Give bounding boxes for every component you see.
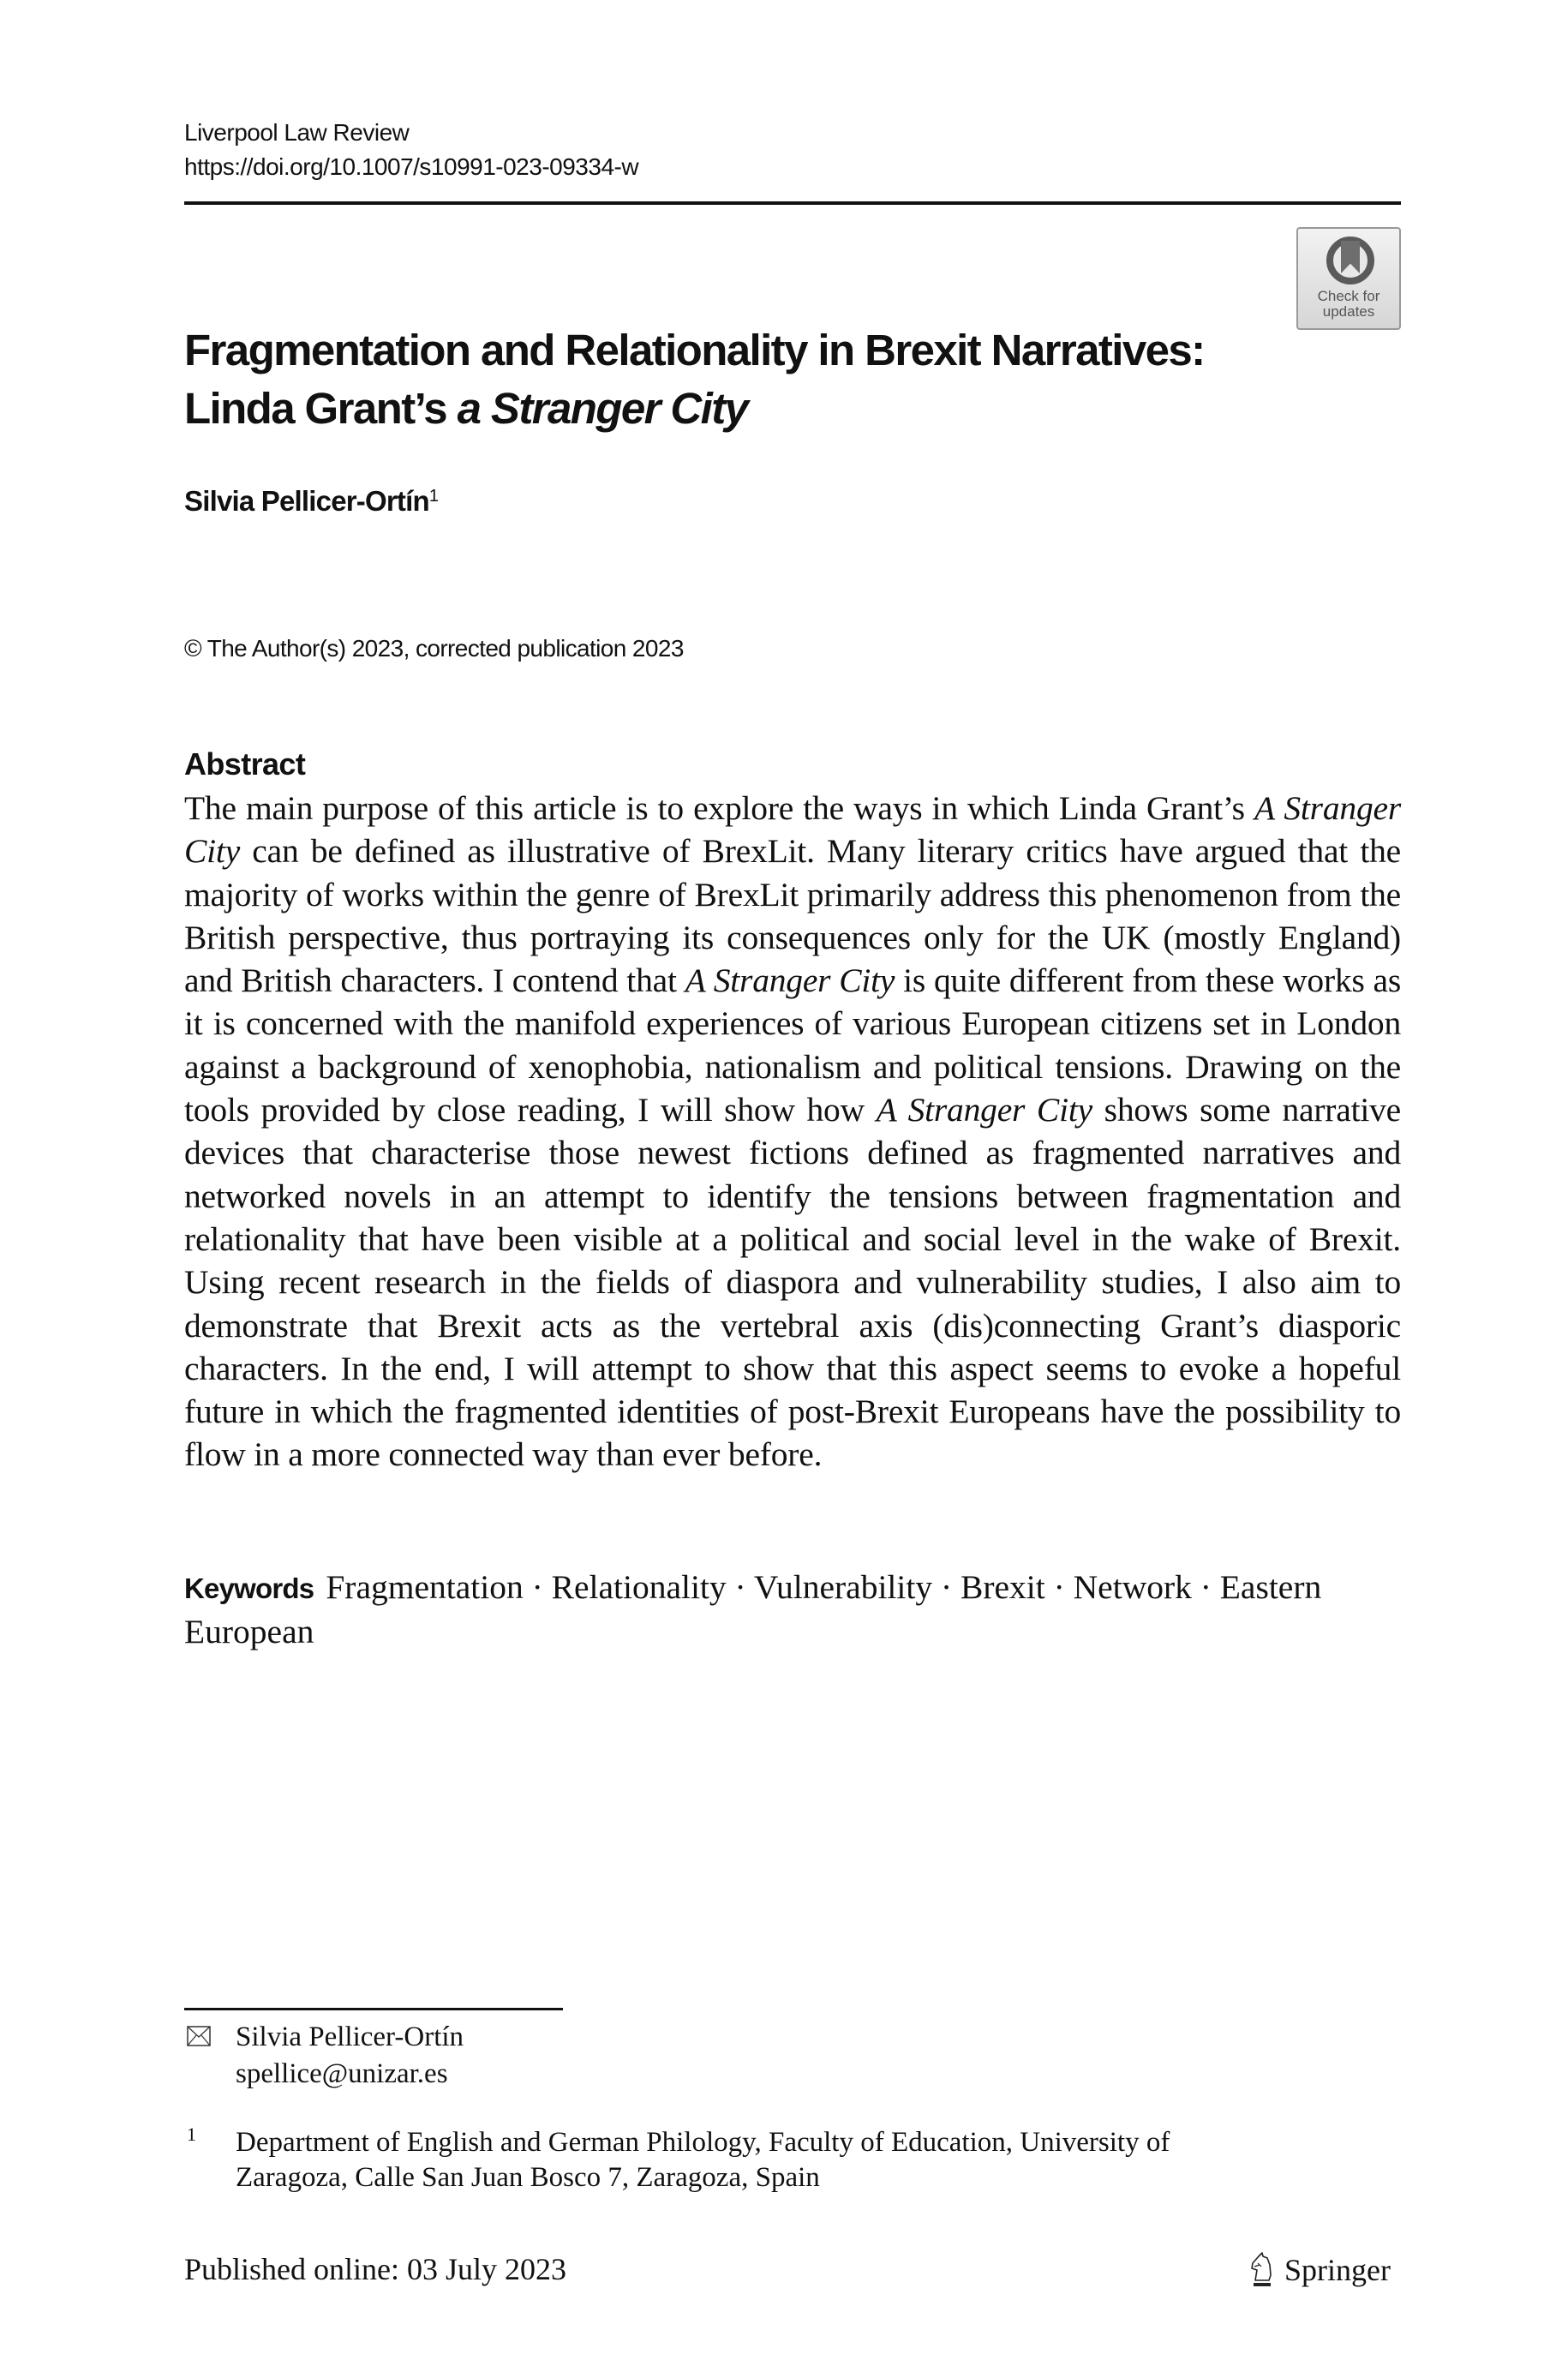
abstract-italic-title: A Stranger City (876, 1091, 1092, 1129)
header-rule (184, 201, 1401, 205)
publisher-name: Springer (1284, 2253, 1391, 2287)
journal-name: Liverpool Law Review (184, 119, 410, 146)
keyword-separator: · (932, 1568, 961, 1606)
keyword-item[interactable]: Network (1073, 1568, 1192, 1606)
badge-line-2: updates (1322, 303, 1375, 320)
corresponding-author-name: Silvia Pellicer-Ortín (236, 2022, 464, 2052)
abstract-text: The main purpose of this article is to explore the ways in which Linda Grant’s (184, 789, 1254, 827)
check-for-updates-label (1298, 289, 1399, 320)
author-name[interactable]: Silvia Pellicer-Ortín (184, 485, 429, 517)
title-text: Fragmentation and Relationality in Brexit Narratives: Linda Grant’s (184, 326, 1205, 433)
check-for-updates-badge[interactable] (1296, 227, 1401, 330)
author-line (184, 484, 438, 518)
keyword-item[interactable]: Fragmentation (326, 1568, 524, 1606)
keyword-separator: · (726, 1568, 754, 1606)
article-title (184, 321, 1290, 438)
abstract-text: is quite different from these works as it is concerned with the manifold experiences of various European citizens set in London against a background of xenophobia, nationalism and political tensions. Drawing on the tools provided by close reading, I will show how (184, 961, 1401, 1129)
abstract-italic-title: A Stranger City (685, 961, 895, 1000)
keyword-separator: · (523, 1568, 552, 1606)
abstract-text: can be defined as illustrative of BrexLit. Many literary critics have argued that the majority of works within the genre of BrexLit primarily address this phenomenon from the British perspective, thus portraying its consequences only for the UK (mostly England) and British characters. I contend that (184, 832, 1401, 1000)
envelope-icon[interactable] (187, 2026, 211, 2046)
keyword-separator: · (1044, 1568, 1074, 1606)
published-date: Published online: 03 July 2023 (184, 2252, 567, 2286)
corresponding-author-email[interactable]: spellice@unizar.es (236, 2058, 448, 2089)
publisher-logo[interactable] (1247, 2251, 1391, 2289)
title-italic-text: a Stranger City (457, 384, 748, 433)
keyword-item[interactable]: Relationality (551, 1568, 727, 1606)
keyword-item[interactable]: Eastern European (184, 1568, 1322, 1651)
doi-link[interactable]: https://doi.org/10.1007/s10991-023-09334-w (184, 153, 639, 180)
keywords-section (184, 1566, 1401, 1654)
springer-horse-icon (1247, 2251, 1276, 2289)
abstract-body (184, 787, 1401, 1477)
badge-line-1: Check for (1317, 288, 1380, 304)
keyword-separator: · (1191, 1568, 1220, 1606)
affiliation-mark[interactable]: 1 (428, 487, 439, 506)
affiliation-text: Department of English and German Philology, Faculty of Education, University of Zaragoza, Calle San Juan Bosco 7, Zaragoza, Spain (236, 2127, 1170, 2193)
keywords-label: Keywords (184, 1572, 314, 1604)
keyword-item[interactable]: Brexit (961, 1568, 1045, 1606)
copyright-notice: © The Author(s) 2023, corrected publication 2023 (184, 635, 684, 662)
affiliation-number: 1 (187, 2123, 196, 2145)
abstract-heading: Abstract (184, 746, 306, 782)
footnote-rule (184, 2008, 563, 2010)
keyword-item[interactable]: Vulnerability (753, 1568, 933, 1606)
abstract-italic-title: A Stranger City (184, 789, 1402, 871)
keywords-list (184, 1568, 1321, 1650)
abstract-text: shows some narrative devices that characterise those newest fictions defined as fragmented narratives and networked novels in an attempt to identify the tensions between fragmentation and relationality that have been visible at a political and social level in the wake of Brexit. Using recent research in the fields of diaspora and vulnerability studies, I also aim to demonstrate that Brexit acts as the vertebral axis (dis)connecting Grant’s diasporic characters. In the end, I will attempt to show that this aspect seems to evoke a hopeful future in which the fragmented identities of post-Brexit Europeans have the possibility to flow in a more connected way than ever before. (184, 1091, 1402, 1474)
